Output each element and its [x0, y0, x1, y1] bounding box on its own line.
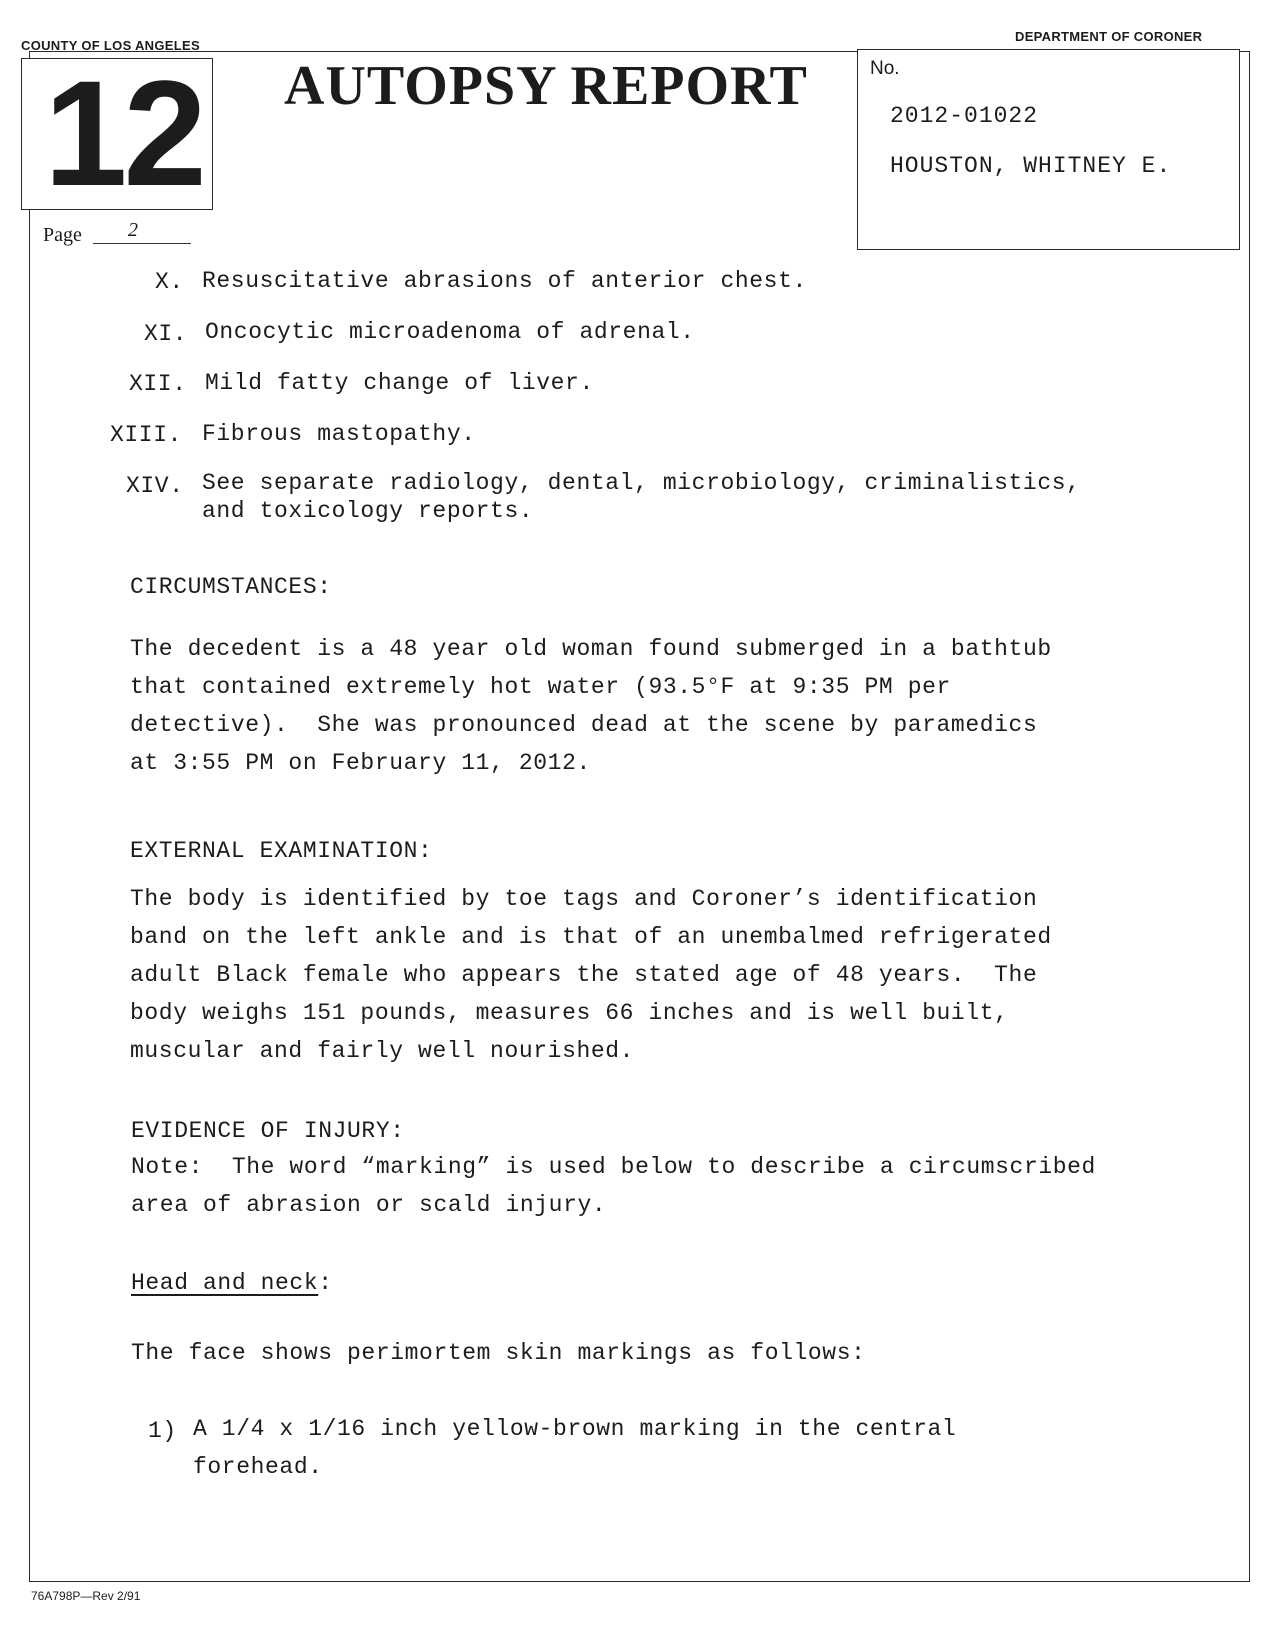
report-title: AUTOPSY REPORT: [284, 55, 808, 117]
finding-text: Oncocytic microadenoma of adrenal.: [205, 319, 695, 345]
form-code: 76A798P—Rev 2/91: [31, 1589, 141, 1603]
evidence-of-injury-line: Note: The word “marking” is used below to describe a circumscribed: [131, 1154, 1096, 1180]
circumstances-line: detective). She was pronounced dead at the scene by paramedics: [130, 712, 1038, 738]
county-label: COUNTY OF LOS ANGELES: [21, 38, 200, 53]
finding-number: XI.: [144, 321, 188, 347]
finding-number: XII.: [129, 371, 187, 397]
finding-text: Resuscitative abrasions of anterior chest.: [202, 268, 807, 294]
evidence-of-injury-heading: EVIDENCE OF INJURY:: [131, 1118, 405, 1144]
circumstances-heading: CIRCUMSTANCES:: [130, 574, 332, 600]
finding-text: Mild fatty change of liver.: [205, 370, 594, 396]
page-number-line: [93, 243, 191, 244]
external-examination-line: adult Black female who appears the stated age of 48 years. The: [130, 962, 1038, 988]
finding-text: Fibrous mastopathy.: [202, 421, 476, 447]
marking-item-line: forehead.: [193, 1454, 323, 1480]
marking-item-number: 1): [148, 1418, 177, 1444]
page-label: Page: [43, 224, 82, 246]
marking-item-line: A 1/4 x 1/16 inch yellow-brown marking in the central: [193, 1416, 957, 1442]
page-number: 2: [128, 219, 138, 241]
external-examination-line: muscular and fairly well nourished.: [130, 1038, 635, 1064]
finding-text: and toxicology reports.: [202, 498, 534, 524]
external-examination-line: The body is identified by toe tags and Coroner’s identification: [130, 886, 1038, 912]
head-and-neck-colon: :: [318, 1270, 333, 1296]
evidence-of-injury-line: area of abrasion or scald injury.: [131, 1192, 607, 1218]
external-examination-heading: EXTERNAL EXAMINATION:: [130, 838, 433, 864]
case-number: 2012-01022: [890, 103, 1039, 129]
circumstances-line: at 3:55 PM on February 11, 2012.: [130, 750, 591, 776]
case-number-label: No.: [870, 58, 900, 79]
finding-number: XIV.: [126, 473, 184, 499]
head-and-neck-intro: The face shows perimortem skin markings as follows:: [131, 1340, 866, 1366]
circumstances-line: that contained extremely hot water (93.5°F at 9:35 PM per: [130, 674, 951, 700]
external-examination-line: body weighs 151 pounds, measures 66 inches and is well built,: [130, 1000, 1009, 1026]
external-examination-line: band on the left ankle and is that of an unembalmed refrigerated: [130, 924, 1052, 950]
finding-text: See separate radiology, dental, microbiology, criminalistics,: [202, 470, 1081, 496]
case-number-box: [857, 49, 1240, 250]
decedent-name: HOUSTON, WHITNEY E.: [890, 153, 1172, 179]
head-and-neck-label: Head and neck: [131, 1270, 319, 1296]
finding-number: X.: [155, 269, 184, 295]
page-badge-number: 12: [44, 49, 203, 217]
department-label: DEPARTMENT OF CORONER: [1015, 29, 1203, 44]
circumstances-line: The decedent is a 48 year old woman found submerged in a bathtub: [130, 636, 1052, 662]
finding-number: XIII.: [110, 422, 183, 448]
head-and-neck-subheading: [131, 1270, 333, 1296]
